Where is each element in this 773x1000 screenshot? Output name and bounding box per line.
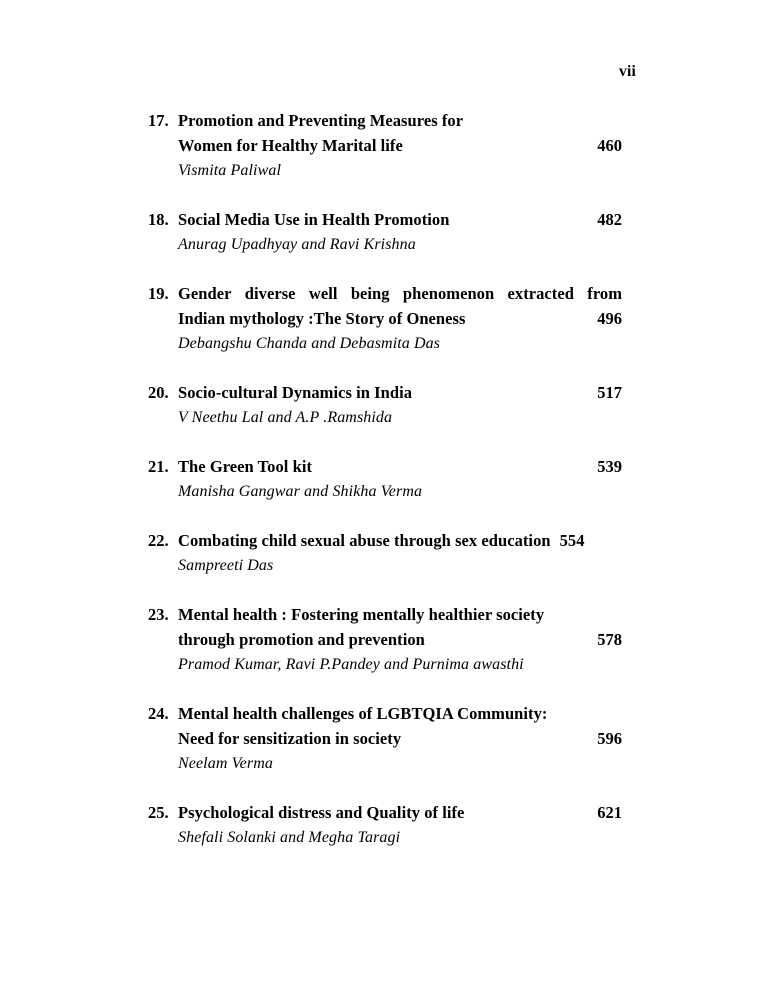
toc-entry-authors-line	[148, 553, 622, 578]
toc-title-word: phenomenon	[402, 284, 495, 303]
toc-entry-title-line	[148, 602, 622, 627]
toc-title-word: well	[308, 284, 338, 303]
toc-entry-title: Psychological distress and Quality of life	[178, 803, 465, 822]
toc-entry-title: Women for Healthy Marital life	[178, 136, 403, 155]
toc-entry-title-line	[148, 800, 622, 825]
toc-entry-title: Mental health : Fostering mentally healthier society	[178, 605, 545, 624]
toc-entry-page-number: 496	[597, 309, 622, 328]
toc-entry-authors: Manisha Gangwar and Shikha Verma	[178, 483, 423, 500]
toc-entry-authors: Pramod Kumar, Ravi P.Pandey and Purnima awasthi	[178, 656, 524, 673]
toc-entry-number: 23.	[148, 605, 169, 624]
toc-entry-page-number: 539	[597, 457, 622, 476]
toc-entry-title-line	[148, 306, 622, 331]
toc-entry-authors-line	[148, 825, 622, 850]
toc-entry-title-line	[148, 726, 622, 751]
toc-entry-title-line	[148, 133, 622, 158]
table-of-contents-list	[148, 108, 622, 850]
toc-entry-title: The Green Tool kit	[178, 457, 312, 476]
toc-entry-title: Social Media Use in Health Promotion	[178, 210, 450, 229]
toc-entry-number: 17.	[148, 111, 169, 130]
toc-entry-authors-line	[148, 232, 622, 257]
toc-entry-title: Indian mythology :The Story of Oneness	[178, 309, 466, 328]
toc-entry[interactable]	[148, 701, 622, 776]
toc-entry[interactable]	[148, 108, 622, 183]
toc-entry-number: 18.	[148, 210, 169, 229]
toc-entry-title	[178, 281, 622, 306]
toc-entry-title-line	[148, 281, 622, 306]
toc-title-word: diverse	[244, 284, 296, 303]
toc-entry-authors-line	[148, 751, 622, 776]
toc-entry-title-line	[148, 207, 622, 232]
toc-entry-page-number: 621	[597, 803, 622, 822]
toc-entry-authors: Debangshu Chanda and Debasmita Das	[178, 335, 441, 352]
toc-entry[interactable]	[148, 454, 622, 504]
toc-entry-number: 24.	[148, 704, 169, 723]
toc-title-word: from	[587, 284, 622, 303]
toc-entry-authors: Sampreeti Das	[178, 557, 274, 574]
toc-entry-authors: Neelam Verma	[178, 755, 273, 772]
toc-entry[interactable]	[148, 380, 622, 430]
toc-entry-authors: V Neethu Lal and A.P .Ramshida	[178, 409, 393, 426]
toc-entry[interactable]	[148, 281, 622, 356]
toc-entry-title-line	[148, 701, 622, 726]
toc-entry-title: Promotion and Preventing Measures for	[178, 111, 464, 130]
toc-title-word: being	[350, 284, 390, 303]
toc-entry[interactable]	[148, 207, 622, 257]
toc-entry-title: Socio-cultural Dynamics in India	[178, 383, 413, 402]
toc-entry-number: 25.	[148, 803, 169, 822]
toc-title-word: extracted	[507, 284, 574, 303]
toc-entry-page-number: 554	[559, 531, 585, 550]
toc-entry[interactable]	[148, 800, 622, 850]
toc-entry-page-number: 482	[597, 210, 622, 229]
toc-entry-authors: Anurag Upadhyay and Ravi Krishna	[178, 236, 416, 253]
toc-entry-title-line	[148, 380, 622, 405]
toc-entry-title: Mental health challenges of LGBTQIA Community:	[178, 704, 548, 723]
toc-entry-page-number: 517	[597, 383, 622, 402]
toc-entry-number: 21.	[148, 457, 169, 476]
toc-entry-authors: Shefali Solanki and Megha Taragi	[178, 829, 401, 846]
toc-entry-authors: Vismita Paliwal	[178, 162, 281, 179]
toc-entry-number: 22.	[148, 531, 169, 550]
toc-entry[interactable]	[148, 602, 622, 677]
folio-page-number: vii	[619, 63, 636, 80]
toc-entry-title: Need for sensitization in society	[178, 729, 402, 748]
toc-entry-authors-line	[148, 479, 622, 504]
toc-entry-authors-line	[148, 331, 622, 356]
toc-entry[interactable]	[148, 528, 622, 578]
toc-entry-page-number: 596	[597, 729, 622, 748]
toc-entry-page-number: 460	[597, 136, 622, 155]
toc-entry-authors-line	[148, 652, 622, 677]
toc-entry-authors-line	[148, 158, 622, 183]
toc-entry-title-line	[148, 108, 622, 133]
toc-entry-number: 19.	[148, 284, 169, 303]
toc-entry-authors-line	[148, 405, 622, 430]
toc-entry-title: Combating child sexual abuse through sex education 554	[178, 531, 585, 550]
toc-entry-number: 20.	[148, 383, 169, 402]
toc-entry-title: through promotion and prevention	[178, 630, 425, 649]
toc-entry-title-line	[148, 454, 622, 479]
toc-entry-title-line	[148, 528, 622, 553]
toc-entry-page-number: 578	[597, 630, 622, 649]
toc-entry-title-line	[148, 627, 622, 652]
toc-title-word: Gender	[178, 284, 232, 303]
